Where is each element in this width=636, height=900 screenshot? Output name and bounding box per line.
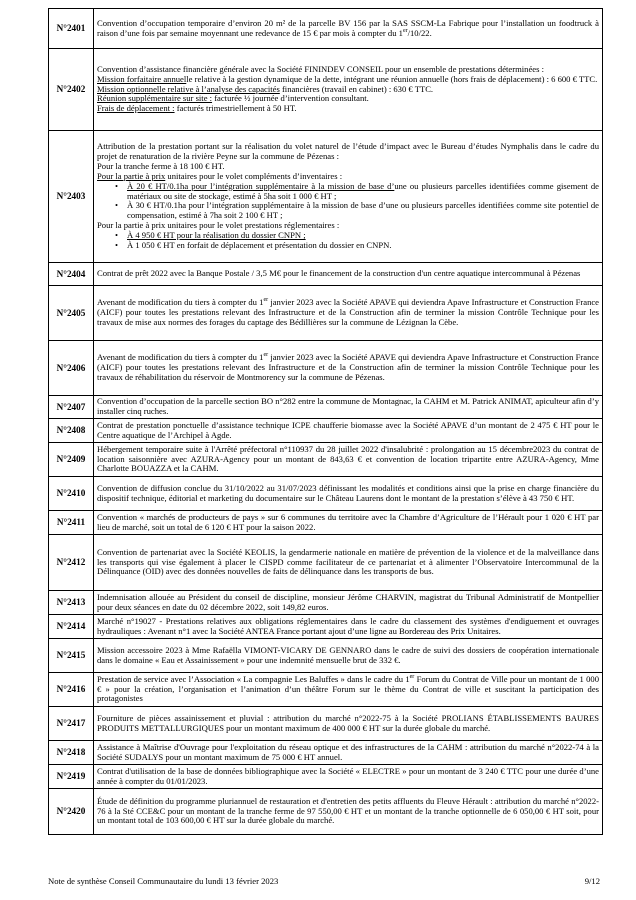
decision-row bbox=[49, 673, 603, 707]
text-line: Prestation de service avec l’Association « La compagnie Les Baluffes » dans le cadre du 1er Forum du Contrat de Ville pour un montant de 1 000 € » pour la création, l’organisation et l’animation d’un théâtre Forum sur le thème du Contrat de ville et suscitant la participation des protagonistes bbox=[97, 673, 600, 704]
decision-number: N°2404 bbox=[49, 263, 94, 286]
text-line: Mission optionnelle relative à l’analyse des capacités financières (travail en cabinet) : 630 € TTC. bbox=[97, 83, 434, 94]
decision-number: N°2406 bbox=[49, 341, 94, 396]
decision-row bbox=[49, 511, 603, 535]
text-line: Convention d’occupation temporaire d’environ 20 m² de la parcelle BV 156 par la SAS SSCM-La Fabrique pour l’installation un foodtruck à raison d’une fois par semaine moyennant une redevance de 15 € par mois à compter du 1er/10/22. bbox=[97, 17, 599, 38]
decision-number: N°2408 bbox=[49, 419, 94, 443]
text-line: Convention de diffusion conclue du 31/10/2022 au 31/07/2023 définissant les modalités et conditions ainsi que la prise en charge financière du dispositif technique, éditorial et marketing du documentaire sur le Château Laurens dont le montant de la prestation s’élève à 43 750 € HT. bbox=[97, 482, 599, 503]
bullet-item: • À 20 € HT/0.1ha pour l’intégration supplémentaire à la mission de base d’une ou plusieurs parcelles identifiées comme gisement de matériaux ou site de stockage, estimé à 5ha soit 1 000 € HT ; bbox=[97, 182, 599, 202]
decision-number: N°2419 bbox=[49, 765, 94, 789]
decision-number: N°2418 bbox=[49, 741, 94, 765]
text-line: Fourniture de pièces assainissement et pluvial : attribution du marché n°2022-75 à la Société PROLIANS ÉTABLISSEMENTS BAURES PRODUITS METTALLURGIQUES pour un montant maximum de 400 000 € HT sur la durée globale du marché. bbox=[97, 712, 599, 733]
decision-description bbox=[94, 419, 603, 443]
decision-row bbox=[49, 49, 603, 131]
text-line: Contrat de prestation ponctuelle d’assistance technique ICPE chaufferie biomasse avec la Société APAVE d’un montant de 2 475 € HT pour le Centre aquatique de l’Archipel à Agde. bbox=[97, 419, 599, 440]
text-line: Contrat d'utilisation de la base de données bibliographique avec la Société « ELECTRE » pour un montant de 3 240 € TTC pour une durée d’une année à compter du 01/01/2023. bbox=[97, 765, 599, 786]
decision-number: N°2417 bbox=[49, 707, 94, 741]
decision-description bbox=[94, 789, 603, 835]
decision-description bbox=[94, 615, 603, 639]
text-line: Convention de partenariat avec la Société KEOLIS, la gendarmerie nationale en matière de prévention de la violence et de la malveillance dans les transports qui vise également à placer le CISPD comme facilitateur de ce partenariat et à alimenter l’Observatoire Intercommunal de la Délinquance (OID) avec des données nouvelles de faits de délinquance dans les transports de bus. bbox=[97, 546, 599, 577]
decision-description bbox=[94, 477, 603, 511]
text-line: Indemnisation allouée au Président du conseil de discipline, monsieur Jérôme CHARVIN, magistrat du Tribunal Administratif de Montpellier pour deux séances en date du 02 décembre 2022, soit 149,82 euros. bbox=[97, 591, 599, 612]
decision-row bbox=[49, 419, 603, 443]
decision-description bbox=[94, 511, 603, 535]
decision-description bbox=[94, 639, 603, 673]
decision-number: N°2411 bbox=[49, 511, 94, 535]
text-line: Assistance à Maîtrise d'Ouvrage pour l'exploitation du réseau optique et des infrastructures de la CAHM : attribution du marché n°2022-74 à la Société SUDALYS pour un montant maximum de 75 000 € HT annuel. bbox=[97, 741, 599, 762]
text-line: Mission accessoire 2023 à Mme Rafaëlla VIMONT-VICARY DE GENNARO dans le cadre de suivi des dossiers de coopération internationale dans le domaine « Eau et Assainissement » pour une indemnité mensuelle brut de 332 €. bbox=[97, 644, 599, 665]
decision-description bbox=[94, 9, 603, 49]
text-line: Avenant de modification du tiers à compter du 1er janvier 2023 avec la Société APAVE qui deviendra Apave Infrastructure et Construction France (AICF) pour toutes les prestations relevant des Infrastructure et de la Construction afin de terminer la mission Contrôle Technique pour les travaux de réhabilitation du réservoir de Montmorency sur la commune de Pézenas. bbox=[97, 352, 599, 382]
decision-description bbox=[94, 673, 603, 707]
decision-description bbox=[94, 443, 603, 477]
decisions-table bbox=[48, 8, 603, 835]
decision-row bbox=[49, 765, 603, 789]
decision-row bbox=[49, 131, 603, 263]
decision-row bbox=[49, 535, 603, 591]
decision-description bbox=[94, 286, 603, 341]
decision-number: N°2409 bbox=[49, 443, 94, 477]
decision-row bbox=[49, 443, 603, 477]
decision-number: N°2416 bbox=[49, 673, 94, 707]
decision-number: N°2413 bbox=[49, 591, 94, 615]
text-line: Réunion supplémentaire sur site : facturée ½ journée d’intervention consultant. bbox=[97, 93, 369, 104]
decision-description bbox=[94, 49, 603, 131]
text-line: Hébergement temporaire suite à l'Arrêté préfectoral n°110937 du 28 juillet 2022 d'insalubrité : prolongation au 15 décembre2023 du contrat de location saisonnière avec AZURA-Agency pour un montant de 843,63 € et convention de location tripartite entre AZURA-Agency, Mme Charlotte BOUAZZA et la CAHM. bbox=[97, 443, 599, 474]
decision-number: N°2412 bbox=[49, 535, 94, 591]
decision-row bbox=[49, 341, 603, 396]
text-line: Frais de déplacement : facturés trimestriellement à 50 HT. bbox=[97, 103, 297, 114]
footer-title: Note de synthèse Conseil Communautaire du lundi 13 février 2023 bbox=[48, 876, 279, 886]
decision-description bbox=[94, 591, 603, 615]
text-line: Étude de définition du programme pluriannuel de restauration et d'entretien des petits affluents du Fleuve Hérault : attribution du marché n°2022-76 à la Sté CCE&C pour un montant de la tranche ferme de 97 550,00 € HT et un montant de la tranche optionnelle de 6 050,00 € HT soit, pour un montant total de 103 600,00 € HT sur la durée globale du marché. bbox=[97, 795, 599, 826]
text-line: Convention d’occupation de la parcelle section BO n°282 entre la commune de Montagnac, la CAHM et M. Patrick ANIMAT, apiculteur afin d’y installer cinq ruches. bbox=[97, 396, 599, 416]
decision-row bbox=[49, 741, 603, 765]
decision-row bbox=[49, 639, 603, 673]
decision-description bbox=[94, 396, 603, 419]
decision-row bbox=[49, 591, 603, 615]
decision-description bbox=[94, 707, 603, 741]
text-line: Marché n°19027 - Prestations relatives aux obligations réglementaires dans le cadre du classement des systèmes d'endiguement et ouvrages hydrauliques : Avenant n°1 avec la Société ANTEA France portant ajout d’une ligne au Bordereau des Prix Unitaires. bbox=[97, 615, 599, 636]
text-line: Convention d’assistance financière générale avec la Société FININDEV CONSEIL pour un ensemble de prestations déterminées : bbox=[97, 63, 544, 74]
decision-number: N°2415 bbox=[49, 639, 94, 673]
decision-number: N°2407 bbox=[49, 396, 94, 419]
decision-number: N°2402 bbox=[49, 49, 94, 131]
decision-number: N°2420 bbox=[49, 789, 94, 835]
decision-description bbox=[94, 535, 603, 591]
bullet-item: • À 1 050 € HT en forfait de déplacement et présentation du dossier en CNPN. bbox=[97, 241, 599, 251]
decision-row bbox=[49, 707, 603, 741]
decision-number: N°2401 bbox=[49, 9, 94, 49]
decision-number: N°2414 bbox=[49, 615, 94, 639]
bullet-item: • À 4 950 € HT pour la réalisation du dossier CNPN ; bbox=[97, 231, 599, 241]
decision-description bbox=[94, 341, 603, 396]
decision-row bbox=[49, 263, 603, 286]
decision-row bbox=[49, 789, 603, 835]
text-line: Convention « marchés de producteurs de pays » sur 6 communes du territoire avec la Chambre d’Agriculture de l’Hérault pour 1 020 € HT par lieu de marché, soit un total de 6 120 € HT pour la saison 2022. bbox=[97, 511, 599, 532]
decision-description bbox=[94, 741, 603, 765]
decision-description bbox=[94, 131, 603, 263]
decision-description bbox=[94, 765, 603, 789]
bullet-item: • À 30 € HT/0.1ha pour l’intégration supplémentaire à la mission de base d’une ou plusieurs parcelles identifiées comme site potentiel de compensation, estimé à 7ha soit 2 100 € HT ; bbox=[97, 201, 599, 221]
text-line: Pour la tranche ferme à 18 100 € HT. bbox=[97, 160, 225, 171]
page-number: 9/12 bbox=[584, 876, 600, 886]
decision-row bbox=[49, 286, 603, 341]
text-line: Pour la partie à prix unitaires pour le volet compléments d’inventaires : bbox=[97, 170, 343, 181]
text-line: Mission forfaitaire annuelle relative à la gestion dynamique de la dette, intégrant une réunion annuelle (hors frais de déplacement) : 6 600 € TTC. bbox=[97, 73, 598, 84]
decision-number: N°2410 bbox=[49, 477, 94, 511]
page-footer bbox=[48, 876, 600, 886]
decision-number: N°2403 bbox=[49, 131, 94, 263]
decision-number: N°2405 bbox=[49, 286, 94, 341]
decision-row bbox=[49, 9, 603, 49]
decision-row bbox=[49, 615, 603, 639]
decision-row bbox=[49, 396, 603, 419]
text-line: Contrat de prêt 2022 avec la Banque Postale / 3,5 M€ pour le financement de la construction d'un centre aquatique intercommunal à Pézenas bbox=[97, 268, 581, 279]
decision-row bbox=[49, 477, 603, 511]
decision-description bbox=[94, 263, 603, 286]
text-line: Pour la partie à prix unitaires pour le volet prestations réglementaires : bbox=[97, 220, 340, 231]
text-line: Avenant de modification du tiers à compter du 1er janvier 2023 avec la Société APAVE qui deviendra Apave Infrastructure et Construction France (AICF) pour toutes les prestations relevant des Infrastructure et de la Construction afin de terminer la mission Contrôle Technique pour les travaux de mise aux normes des forages du captage des Bédillières sur la commune de Lézignan la Cèbe. bbox=[97, 297, 599, 327]
text-line: Attribution de la prestation portant sur la réalisation du volet naturel de l’étude d’impact avec le Bureau d’études Nymphalis dans le cadre du projet de renaturation de la rivière Peyne sur la commune de Pézenas : bbox=[97, 141, 599, 162]
